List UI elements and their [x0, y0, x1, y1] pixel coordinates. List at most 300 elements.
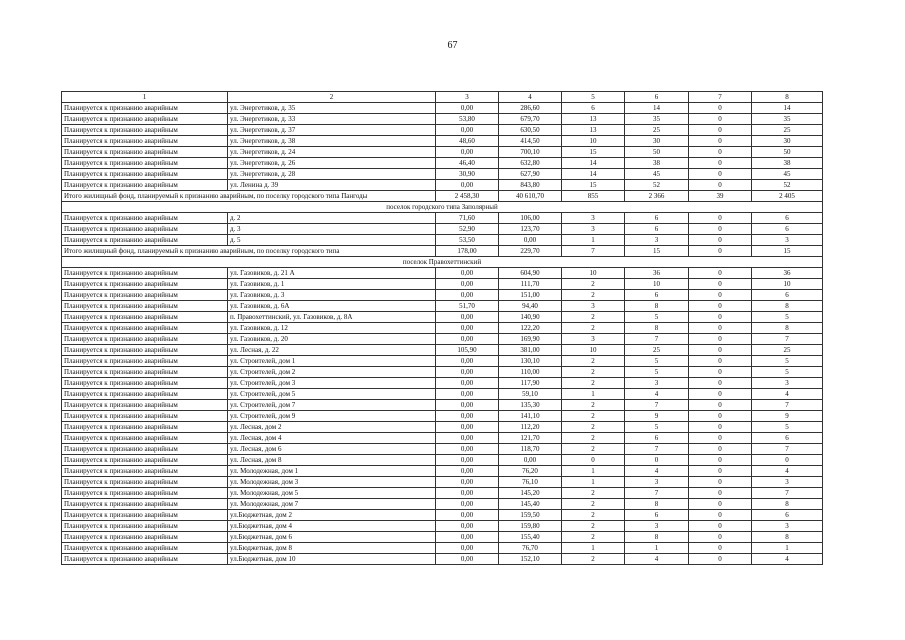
- value-cell: 46,40: [436, 158, 499, 169]
- value-cell: 52,90: [436, 224, 499, 235]
- address-cell: ул. Энергетиков, д. 33: [228, 114, 436, 125]
- value-cell: 25: [752, 125, 823, 136]
- value-cell: 45: [625, 169, 689, 180]
- status-cell: Планируется к признанию аварийным: [62, 543, 228, 554]
- address-cell: ул. Строителей, дом 5: [228, 389, 436, 400]
- value-cell: 15: [562, 180, 625, 191]
- value-cell: 0: [689, 268, 752, 279]
- status-cell: Планируется к признанию аварийным: [62, 466, 228, 477]
- value-cell: 2: [562, 367, 625, 378]
- value-cell: 0: [689, 290, 752, 301]
- table-row: [62, 158, 823, 169]
- total-value-cell: 15: [625, 246, 689, 257]
- value-cell: 0: [689, 125, 752, 136]
- table-row: [62, 455, 823, 466]
- column-header: 4: [499, 92, 562, 103]
- section-row: [62, 257, 823, 268]
- value-cell: 13: [562, 125, 625, 136]
- value-cell: 0,00: [436, 334, 499, 345]
- value-cell: 105,90: [436, 345, 499, 356]
- status-cell: Планируется к признанию аварийным: [62, 510, 228, 521]
- value-cell: 2: [562, 554, 625, 565]
- status-cell: Планируется к признанию аварийным: [62, 235, 228, 246]
- value-cell: 5: [752, 367, 823, 378]
- status-cell: Планируется к признанию аварийным: [62, 422, 228, 433]
- total-label: Итого жилищный фонд, планируемый к признанию аварийным, по поселку городского типа: [62, 246, 436, 257]
- status-cell: Планируется к признанию аварийным: [62, 147, 228, 158]
- status-cell: Планируется к признанию аварийным: [62, 554, 228, 565]
- value-cell: 14: [562, 169, 625, 180]
- value-cell: 286,60: [499, 103, 562, 114]
- total-row: [62, 246, 823, 257]
- value-cell: 2: [562, 411, 625, 422]
- value-cell: 94,40: [499, 301, 562, 312]
- table-row: [62, 367, 823, 378]
- value-cell: 5: [625, 312, 689, 323]
- value-cell: 159,80: [499, 521, 562, 532]
- table-row: [62, 279, 823, 290]
- value-cell: 0: [689, 345, 752, 356]
- page-number: 67: [447, 40, 458, 51]
- value-cell: 0,00: [436, 378, 499, 389]
- address-cell: ул. Энергетиков, д. 35: [228, 103, 436, 114]
- value-cell: 52: [625, 180, 689, 191]
- value-cell: 679,70: [499, 114, 562, 125]
- value-cell: 50: [625, 147, 689, 158]
- table-header-row: [62, 92, 823, 103]
- value-cell: 36: [625, 268, 689, 279]
- value-cell: 0,00: [436, 510, 499, 521]
- value-cell: 112,20: [499, 422, 562, 433]
- value-cell: 0: [689, 312, 752, 323]
- status-cell: Планируется к признанию аварийным: [62, 345, 228, 356]
- value-cell: 381,00: [499, 345, 562, 356]
- value-cell: 2: [562, 422, 625, 433]
- value-cell: 8: [625, 532, 689, 543]
- value-cell: 38: [752, 158, 823, 169]
- column-header: 3: [436, 92, 499, 103]
- table-row: [62, 444, 823, 455]
- table-body: [62, 103, 823, 565]
- value-cell: 2: [562, 433, 625, 444]
- total-value-cell: 2 366: [625, 191, 689, 202]
- value-cell: 13: [562, 114, 625, 125]
- total-value-cell: 229,70: [499, 246, 562, 257]
- value-cell: 45: [752, 169, 823, 180]
- value-cell: 7: [752, 444, 823, 455]
- total-row: [62, 191, 823, 202]
- table-row: [62, 521, 823, 532]
- value-cell: 0: [689, 389, 752, 400]
- table-row: [62, 312, 823, 323]
- value-cell: 15: [562, 147, 625, 158]
- value-cell: 8: [752, 532, 823, 543]
- value-cell: 604,90: [499, 268, 562, 279]
- value-cell: 5: [752, 312, 823, 323]
- table-row: [62, 510, 823, 521]
- value-cell: 8: [752, 499, 823, 510]
- address-cell: ул. Лесная, дом 4: [228, 433, 436, 444]
- value-cell: 0: [562, 455, 625, 466]
- value-cell: 1: [562, 389, 625, 400]
- value-cell: 36: [752, 268, 823, 279]
- value-cell: 122,20: [499, 323, 562, 334]
- value-cell: 0: [689, 180, 752, 191]
- address-cell: ул. Строителей, дом 1: [228, 356, 436, 367]
- table-row: [62, 378, 823, 389]
- value-cell: 14: [752, 103, 823, 114]
- value-cell: 50: [752, 147, 823, 158]
- status-cell: Планируется к признанию аварийным: [62, 389, 228, 400]
- value-cell: 140,90: [499, 312, 562, 323]
- value-cell: 51,70: [436, 301, 499, 312]
- value-cell: 0,00: [436, 466, 499, 477]
- value-cell: 1: [625, 543, 689, 554]
- value-cell: 5: [625, 356, 689, 367]
- status-cell: Планируется к признанию аварийным: [62, 103, 228, 114]
- address-cell: ул. Газовиков, д. 3: [228, 290, 436, 301]
- value-cell: 0,00: [436, 488, 499, 499]
- value-cell: 7: [752, 334, 823, 345]
- status-cell: Планируется к признанию аварийным: [62, 334, 228, 345]
- table-row: [62, 290, 823, 301]
- address-cell: д. 5: [228, 235, 436, 246]
- table-row: [62, 389, 823, 400]
- value-cell: 3: [752, 378, 823, 389]
- status-cell: Планируется к признанию аварийным: [62, 136, 228, 147]
- value-cell: 48,60: [436, 136, 499, 147]
- address-cell: ул. Лесная, дом 2: [228, 422, 436, 433]
- value-cell: 35: [752, 114, 823, 125]
- value-cell: 6: [752, 290, 823, 301]
- total-value-cell: 39: [689, 191, 752, 202]
- value-cell: 2: [562, 356, 625, 367]
- value-cell: 2: [562, 488, 625, 499]
- value-cell: 700,10: [499, 147, 562, 158]
- table-row: [62, 532, 823, 543]
- status-cell: Планируется к признанию аварийным: [62, 158, 228, 169]
- status-cell: Планируется к признанию аварийным: [62, 125, 228, 136]
- value-cell: 0,00: [436, 103, 499, 114]
- table-row: [62, 554, 823, 565]
- value-cell: 632,80: [499, 158, 562, 169]
- value-cell: 10: [562, 345, 625, 356]
- value-cell: 5: [625, 422, 689, 433]
- address-cell: ул. Строителей, дом 3: [228, 378, 436, 389]
- address-cell: ул.Бюджетная, дом 10: [228, 554, 436, 565]
- value-cell: 0,00: [436, 400, 499, 411]
- value-cell: 7: [625, 400, 689, 411]
- total-value-cell: 178,00: [436, 246, 499, 257]
- value-cell: 7: [625, 488, 689, 499]
- value-cell: 0: [689, 301, 752, 312]
- value-cell: 9: [625, 411, 689, 422]
- value-cell: 30: [752, 136, 823, 147]
- value-cell: 52: [752, 180, 823, 191]
- value-cell: 169,90: [499, 334, 562, 345]
- value-cell: 0,00: [436, 312, 499, 323]
- value-cell: 4: [625, 554, 689, 565]
- status-cell: Планируется к признанию аварийным: [62, 411, 228, 422]
- value-cell: 6: [752, 213, 823, 224]
- value-cell: 0: [689, 455, 752, 466]
- address-cell: ул. Строителей, дом 7: [228, 400, 436, 411]
- value-cell: 5: [752, 422, 823, 433]
- value-cell: 118,70: [499, 444, 562, 455]
- value-cell: 2: [562, 444, 625, 455]
- table-row: [62, 323, 823, 334]
- value-cell: 7: [625, 444, 689, 455]
- value-cell: 3: [625, 521, 689, 532]
- status-cell: Планируется к признанию аварийным: [62, 224, 228, 235]
- table-row: [62, 301, 823, 312]
- status-cell: Планируется к признанию аварийным: [62, 279, 228, 290]
- value-cell: 130,10: [499, 356, 562, 367]
- value-cell: 6: [625, 224, 689, 235]
- status-cell: Планируется к признанию аварийным: [62, 356, 228, 367]
- value-cell: 2: [562, 521, 625, 532]
- table-row: [62, 345, 823, 356]
- table-row: [62, 400, 823, 411]
- value-cell: 121,70: [499, 433, 562, 444]
- status-cell: Планируется к признанию аварийным: [62, 312, 228, 323]
- value-cell: 0: [689, 224, 752, 235]
- value-cell: 8: [752, 301, 823, 312]
- address-cell: ул. Лесная, дом 6: [228, 444, 436, 455]
- value-cell: 9: [752, 411, 823, 422]
- value-cell: 843,80: [499, 180, 562, 191]
- address-cell: ул. Молодежная, дом 3: [228, 477, 436, 488]
- status-cell: Планируется к признанию аварийным: [62, 213, 228, 224]
- status-cell: Планируется к признанию аварийным: [62, 323, 228, 334]
- value-cell: 145,20: [499, 488, 562, 499]
- value-cell: 2: [562, 312, 625, 323]
- value-cell: 0,00: [436, 323, 499, 334]
- value-cell: 123,70: [499, 224, 562, 235]
- value-cell: 0: [689, 378, 752, 389]
- value-cell: 111,70: [499, 279, 562, 290]
- value-cell: 0: [689, 411, 752, 422]
- status-cell: Планируется к признанию аварийным: [62, 169, 228, 180]
- address-cell: ул.Бюджетная, дом 2: [228, 510, 436, 521]
- section-row: [62, 202, 823, 213]
- value-cell: 3: [625, 378, 689, 389]
- status-cell: Планируется к признанию аварийным: [62, 301, 228, 312]
- value-cell: 0: [689, 158, 752, 169]
- value-cell: 3: [752, 235, 823, 246]
- value-cell: 1: [562, 466, 625, 477]
- value-cell: 76,70: [499, 543, 562, 554]
- status-cell: Планируется к признанию аварийным: [62, 268, 228, 279]
- value-cell: 1: [562, 543, 625, 554]
- value-cell: 0,00: [436, 521, 499, 532]
- table-row: [62, 136, 823, 147]
- address-cell: д. 3: [228, 224, 436, 235]
- value-cell: 0,00: [436, 367, 499, 378]
- value-cell: 0: [689, 510, 752, 521]
- address-cell: ул. Энергетиков, д. 28: [228, 169, 436, 180]
- value-cell: 3: [562, 334, 625, 345]
- value-cell: 14: [625, 103, 689, 114]
- value-cell: 0: [689, 477, 752, 488]
- table-row: [62, 114, 823, 125]
- value-cell: 0: [689, 147, 752, 158]
- status-cell: Планируется к признанию аварийным: [62, 455, 228, 466]
- table-row: [62, 147, 823, 158]
- address-cell: ул. Молодежная, дом 1: [228, 466, 436, 477]
- value-cell: 2: [562, 279, 625, 290]
- table-row: [62, 169, 823, 180]
- total-value-cell: 2 458,30: [436, 191, 499, 202]
- total-value-cell: 7: [562, 246, 625, 257]
- value-cell: 6: [625, 213, 689, 224]
- value-cell: 2: [562, 290, 625, 301]
- value-cell: 25: [625, 345, 689, 356]
- value-cell: 0: [689, 356, 752, 367]
- status-cell: Планируется к признанию аварийным: [62, 521, 228, 532]
- value-cell: 6: [625, 510, 689, 521]
- value-cell: 0,00: [436, 422, 499, 433]
- value-cell: 4: [752, 466, 823, 477]
- value-cell: 35: [625, 114, 689, 125]
- table-row: [62, 125, 823, 136]
- value-cell: 0,00: [499, 235, 562, 246]
- value-cell: 59,10: [499, 389, 562, 400]
- value-cell: 0,00: [436, 268, 499, 279]
- table-row: [62, 466, 823, 477]
- value-cell: 2: [562, 499, 625, 510]
- value-cell: 2: [562, 400, 625, 411]
- value-cell: 10: [562, 268, 625, 279]
- address-cell: ул. Лесная, д. 22: [228, 345, 436, 356]
- total-value-cell: 15: [752, 246, 823, 257]
- column-header: 5: [562, 92, 625, 103]
- value-cell: 5: [625, 367, 689, 378]
- value-cell: 0: [689, 323, 752, 334]
- table-row: [62, 488, 823, 499]
- value-cell: 1: [562, 235, 625, 246]
- status-cell: Планируется к признанию аварийным: [62, 444, 228, 455]
- value-cell: 0,00: [436, 290, 499, 301]
- total-value-cell: 855: [562, 191, 625, 202]
- value-cell: 0: [689, 433, 752, 444]
- value-cell: 76,10: [499, 477, 562, 488]
- value-cell: 0,00: [499, 455, 562, 466]
- value-cell: 53,50: [436, 235, 499, 246]
- value-cell: 71,60: [436, 213, 499, 224]
- address-cell: ул. Строителей, дом 2: [228, 367, 436, 378]
- value-cell: 3: [625, 477, 689, 488]
- value-cell: 3: [625, 235, 689, 246]
- column-header: 1: [62, 92, 228, 103]
- value-cell: 0,00: [436, 499, 499, 510]
- address-cell: ул. Молодежная, дом 7: [228, 499, 436, 510]
- value-cell: 4: [752, 389, 823, 400]
- table-row: [62, 499, 823, 510]
- address-cell: ул.Бюджетная, дом 6: [228, 532, 436, 543]
- value-cell: 3: [562, 224, 625, 235]
- value-cell: 6: [625, 290, 689, 301]
- value-cell: 627,90: [499, 169, 562, 180]
- value-cell: 0: [689, 521, 752, 532]
- value-cell: 0: [689, 400, 752, 411]
- value-cell: 1: [562, 477, 625, 488]
- value-cell: 0,00: [436, 356, 499, 367]
- value-cell: 4: [625, 466, 689, 477]
- status-cell: Планируется к признанию аварийным: [62, 488, 228, 499]
- value-cell: 0,00: [436, 279, 499, 290]
- value-cell: 2: [562, 532, 625, 543]
- column-header: 2: [228, 92, 436, 103]
- address-cell: ул. Газовиков, д. 20: [228, 334, 436, 345]
- value-cell: 10: [752, 279, 823, 290]
- value-cell: 0,00: [436, 543, 499, 554]
- value-cell: 25: [625, 125, 689, 136]
- value-cell: 0: [689, 499, 752, 510]
- value-cell: 0: [689, 213, 752, 224]
- table-row: [62, 411, 823, 422]
- table-row: [62, 268, 823, 279]
- status-cell: Планируется к признанию аварийным: [62, 290, 228, 301]
- table-row: [62, 422, 823, 433]
- value-cell: 10: [625, 279, 689, 290]
- status-cell: Планируется к признанию аварийным: [62, 180, 228, 191]
- value-cell: 0: [689, 235, 752, 246]
- address-cell: ул.Бюджетная, дом 8: [228, 543, 436, 554]
- column-header: 7: [689, 92, 752, 103]
- value-cell: 0,00: [436, 180, 499, 191]
- value-cell: 0: [689, 136, 752, 147]
- status-cell: Планируется к признанию аварийным: [62, 378, 228, 389]
- table-row: [62, 543, 823, 554]
- value-cell: 117,90: [499, 378, 562, 389]
- value-cell: 0,00: [436, 455, 499, 466]
- value-cell: 0: [689, 543, 752, 554]
- section-heading: поселок городского типа Заполярный: [62, 202, 823, 213]
- address-cell: ул. Газовиков, д. 12: [228, 323, 436, 334]
- value-cell: 0: [752, 455, 823, 466]
- value-cell: 0: [625, 455, 689, 466]
- value-cell: 0,00: [436, 554, 499, 565]
- address-cell: ул.Бюджетная, дом 4: [228, 521, 436, 532]
- value-cell: 0: [689, 554, 752, 565]
- address-cell: ул. Газовиков, д. 6А: [228, 301, 436, 312]
- address-cell: ул. Молодежная, дом 5: [228, 488, 436, 499]
- value-cell: 151,00: [499, 290, 562, 301]
- status-cell: Планируется к признанию аварийным: [62, 532, 228, 543]
- value-cell: 10: [562, 136, 625, 147]
- value-cell: 2: [562, 323, 625, 334]
- value-cell: 6: [752, 510, 823, 521]
- value-cell: 0: [689, 466, 752, 477]
- address-cell: ул. Энергетиков, д. 26: [228, 158, 436, 169]
- value-cell: 0,00: [436, 433, 499, 444]
- total-value-cell: 40 610,70: [499, 191, 562, 202]
- value-cell: 6: [752, 433, 823, 444]
- value-cell: 38: [625, 158, 689, 169]
- value-cell: 152,10: [499, 554, 562, 565]
- value-cell: 0,00: [436, 532, 499, 543]
- value-cell: 6: [562, 103, 625, 114]
- total-label: Итого жилищный фонд, планируемый к признанию аварийным, по поселку городского типа Пангоды: [62, 191, 436, 202]
- value-cell: 3: [562, 301, 625, 312]
- column-header: 6: [625, 92, 689, 103]
- value-cell: 0,00: [436, 389, 499, 400]
- value-cell: 110,00: [499, 367, 562, 378]
- value-cell: 2: [562, 510, 625, 521]
- total-value-cell: 2 405: [752, 191, 823, 202]
- value-cell: 8: [625, 499, 689, 510]
